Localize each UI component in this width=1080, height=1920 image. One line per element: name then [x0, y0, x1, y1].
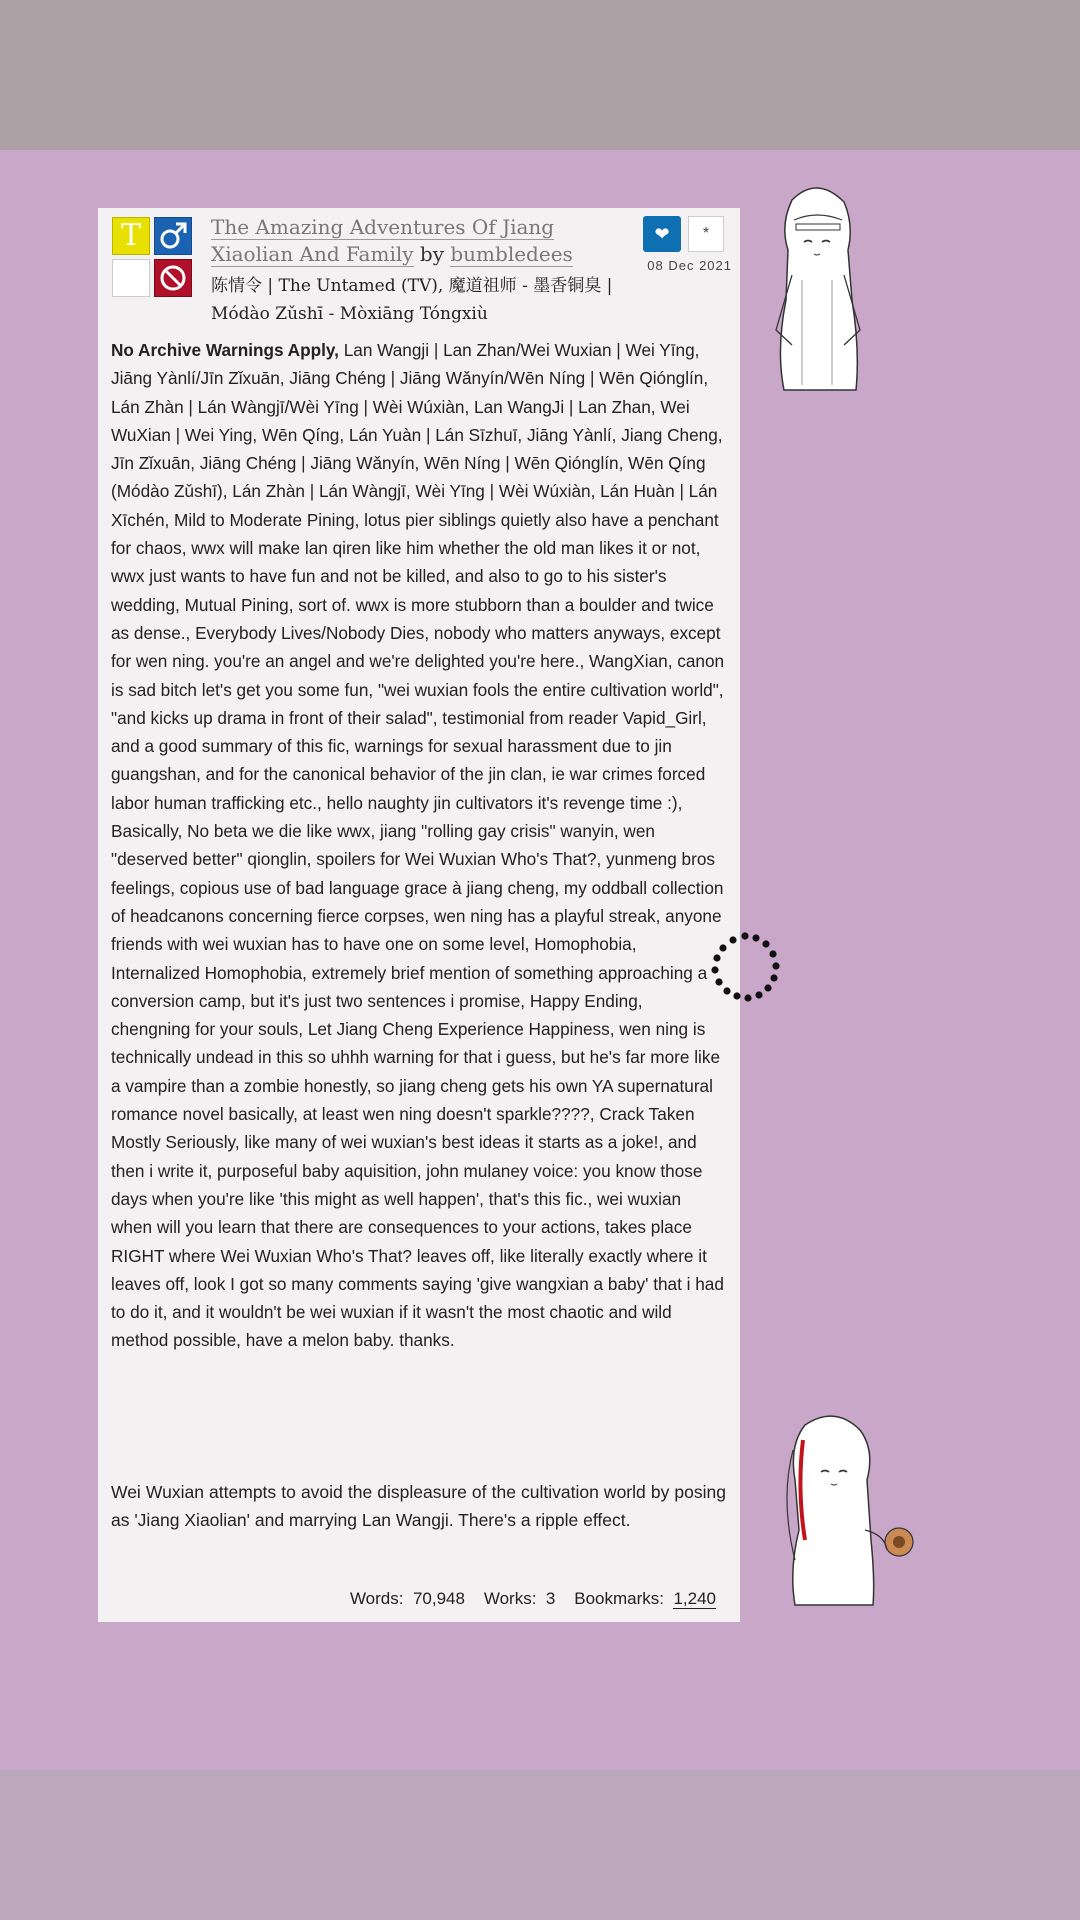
words-label: Words:: [349, 1589, 404, 1608]
rating-letter: T: [120, 218, 141, 253]
summary-text: Wei Wuxian attempts to avoid the displeasure of the cultivation world by posing as 'Jiang Xiaolian' and marrying Lan Wangji. There's a ripple effect.: [111, 1482, 726, 1530]
chibi-figure-top-sticker: [762, 180, 872, 400]
prohibited-icon[interactable]: [154, 259, 192, 297]
work-heading: [211, 214, 631, 328]
archive-warning-tag[interactable]: No Archive Warnings Apply,: [111, 340, 339, 360]
bottom-bar: [0, 1770, 1080, 1920]
by-text: by: [419, 242, 445, 266]
work-blurb-card: [98, 208, 740, 1622]
stats-line: [350, 1589, 716, 1609]
bookmark-button[interactable]: [688, 216, 724, 252]
fandom-links[interactable]: 陈情令 | The Untamed (TV), 魔道祖师 - 墨香铜臭 | Módào Zǔshī - Mòxiāng Tóngxiù: [211, 276, 613, 324]
author-link[interactable]: bumbledees: [450, 242, 573, 266]
rating-teen-icon[interactable]: [112, 217, 150, 255]
bookmarks-count-link[interactable]: 1,240: [673, 1589, 716, 1608]
star-icon: *: [702, 225, 710, 242]
bookmarks-label: Bookmarks:: [574, 1589, 664, 1608]
loading-spinner-icon: [705, 930, 785, 1010]
kudos-button[interactable]: [643, 216, 681, 252]
freeform-tags[interactable]: Lan Wangji | Lan Zhan/Wei Wuxian | Wei Yīng, Jiāng Yànlí/Jīn Zǐxuān, Jiāng Chéng | Jiāng Wǎnyín/Wēn Níng | Wēn Qiónglín, Lán Zhàn | Lán Wàngjī/Wèi Yīng | Wèi Wúxiàn, Lan WangJi | Lan Zhan, Wei WuXian | Wei Ying, Wēn Qíng, Lán Yuàn | Lán Sīzhuī, Jiāng Yànlí, Jiang Cheng, Jīn Zǐxuān, Jiāng Chéng | Jiāng Wǎnyín, Wēn Níng | Wēn Qiónglín, Wēn Qíng (Módào Zǔshī), Lán Zhàn | Lán Wàngjī, Wèi Yīng | Wèi Wúxiàn, Lán Huàn | Lán Xīchén, Mild to Moderate Pining, lotus pier siblings quietly also have a penchant for chaos, wwx will make lan qiren like him whether the old man likes it or not, wwx just wants to have fun and not be killed, and also to go to his sister's wedding, Mutual Pining, sort of. wwx is more stubborn than a boulder and twice as dense., Everybody Lives/Nobody Dies, nobody who matters anyways, except for wen ning. you're an angel and we're delighted you're here., WangXian, canon is sad bitch let's get you some fun, "wei wuxian fools the entire cultivation world", "and kicks up drama in front of their salad", testimonial from reader Vapid_Girl, and a good summary of this fic, warnings for sexual harassment due to jin guangshan, and for the canonical behavior of the jin clan, ie war crimes forced labor human trafficking etc., hello naughty jin cultivators it's revenge time :), Basically, No beta we die like wwx, jiang "rolling gay crisis" wanyin, wen "deserved better" qionglin, spoilers for Wei Wuxian Who's That?, yunmeng bros feelings, copious use of bad language grace à jiang cheng, my oddball collection of headcanons concerning fierce corpses, wen ning has a playful streak, anyone friends with wei wuxian has to have one on some level, Homophobia, Internalized Homophobia, extremely brief mention of something approaching a conversion camp, but it's just two sentences i promise, Happy Ending, chengning for your souls, Let Jiang Cheng Experience Happiness, wen ning is technically undead in this so uhhh warning for that i guess, but he's far more like a vampire than a zombie honestly, so jiang cheng gets his own YA supernatural romance novel basically, at least wen ning doesn't sparkle????, Crack Taken Mostly Seriously, like many of wei wuxian's best ideas it starts as a joke!, and then i write it, purposeful baby aquisition, john mulaney voice: you know those days when you're like 'this might as well happen', that's this fic., wei wuxian when will you learn that there are consequences to your actions, takes place RIGHT where Wei Wuxian Who's That? leaves off, like literally exactly where it leaves off, look I got so many comments saying 'give wangxian a baby' that i had to do it, and it wouldn't be wei wuxian if it wasn't the most chaotic and wild method possible, have a melon baby. thanks.: [111, 340, 725, 1351]
words-count: 70,948: [412, 1589, 465, 1608]
title-line: [211, 214, 631, 268]
date-text: 08 Dec 2021: [647, 258, 732, 273]
required-tags-icons: [112, 217, 194, 299]
tags-list: [111, 336, 726, 1355]
male-symbol-icon[interactable]: [154, 217, 192, 255]
status-blank-icon: [112, 259, 150, 297]
work-title-link[interactable]: The Amazing Adventures Of Jiang Xiaolian And Family: [211, 215, 555, 266]
chibi-figure-bottom-sticker: [775, 1410, 925, 1610]
works-count: 3: [545, 1589, 556, 1608]
heart-icon: ❤: [654, 224, 670, 244]
top-bar: [0, 0, 1080, 150]
works-label: Works:: [483, 1589, 537, 1608]
